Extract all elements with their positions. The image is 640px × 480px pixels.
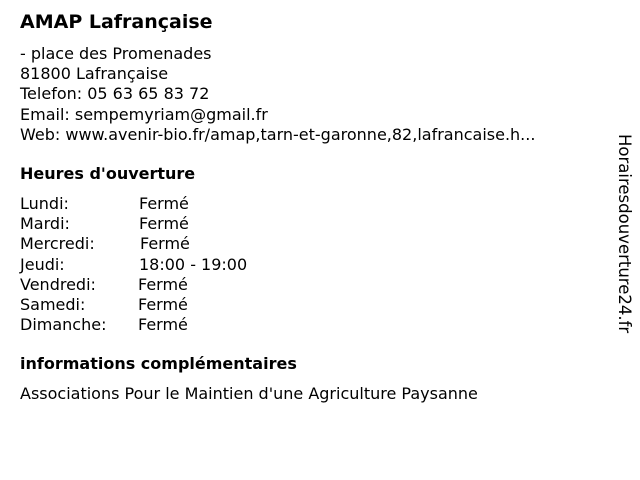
web-line: Web: www.avenir-bio.fr/amap,tarn-et-garonne,82,lafrancaise.h... <box>20 124 536 144</box>
site-watermark-text: Horairesdouverture24.fr <box>615 134 634 334</box>
opening-hours-heading: Heures d'ouverture <box>20 164 196 183</box>
business-name: AMAP Lafrançaise <box>20 11 213 33</box>
hours-row-saturday <box>20 295 320 315</box>
day-hours: Fermé <box>138 294 188 314</box>
day-label: Mardi: <box>20 214 70 234</box>
day-label: Mercredi: <box>20 234 95 254</box>
contact-block <box>20 44 600 145</box>
day-hours: Fermé <box>138 315 188 335</box>
day-hours: Fermé <box>138 274 188 294</box>
additional-info-heading: informations complémentaires <box>20 354 297 373</box>
day-hours: Fermé <box>140 234 190 254</box>
additional-info-text: Associations Pour le Maintien d'une Agriculture Paysanne <box>20 384 478 403</box>
day-label: Lundi: <box>20 194 69 213</box>
hours-row-friday <box>20 275 320 295</box>
email-line: Email: sempemyriam@gmail.fr <box>20 104 268 124</box>
address-street: - place des Promenades <box>20 44 212 63</box>
hours-row-thursday <box>20 255 320 275</box>
site-watermark <box>614 134 634 370</box>
hours-row-sunday <box>20 315 320 335</box>
day-hours: Fermé <box>139 214 189 234</box>
hours-row-monday <box>20 194 320 214</box>
day-label: Vendredi: <box>20 274 96 294</box>
hours-row-tuesday <box>20 214 320 234</box>
day-label: Jeudi: <box>20 254 65 274</box>
phone-line: Telefon: 05 63 65 83 72 <box>20 84 210 104</box>
day-hours: 18:00 - 19:00 <box>139 254 248 274</box>
opening-hours-table <box>20 194 320 335</box>
day-hours: Fermé <box>139 194 189 213</box>
day-label: Dimanche: <box>20 315 107 335</box>
address-city: 81800 Lafrançaise <box>20 64 169 84</box>
day-label: Samedi: <box>20 294 86 314</box>
hours-row-wednesday <box>20 234 320 254</box>
